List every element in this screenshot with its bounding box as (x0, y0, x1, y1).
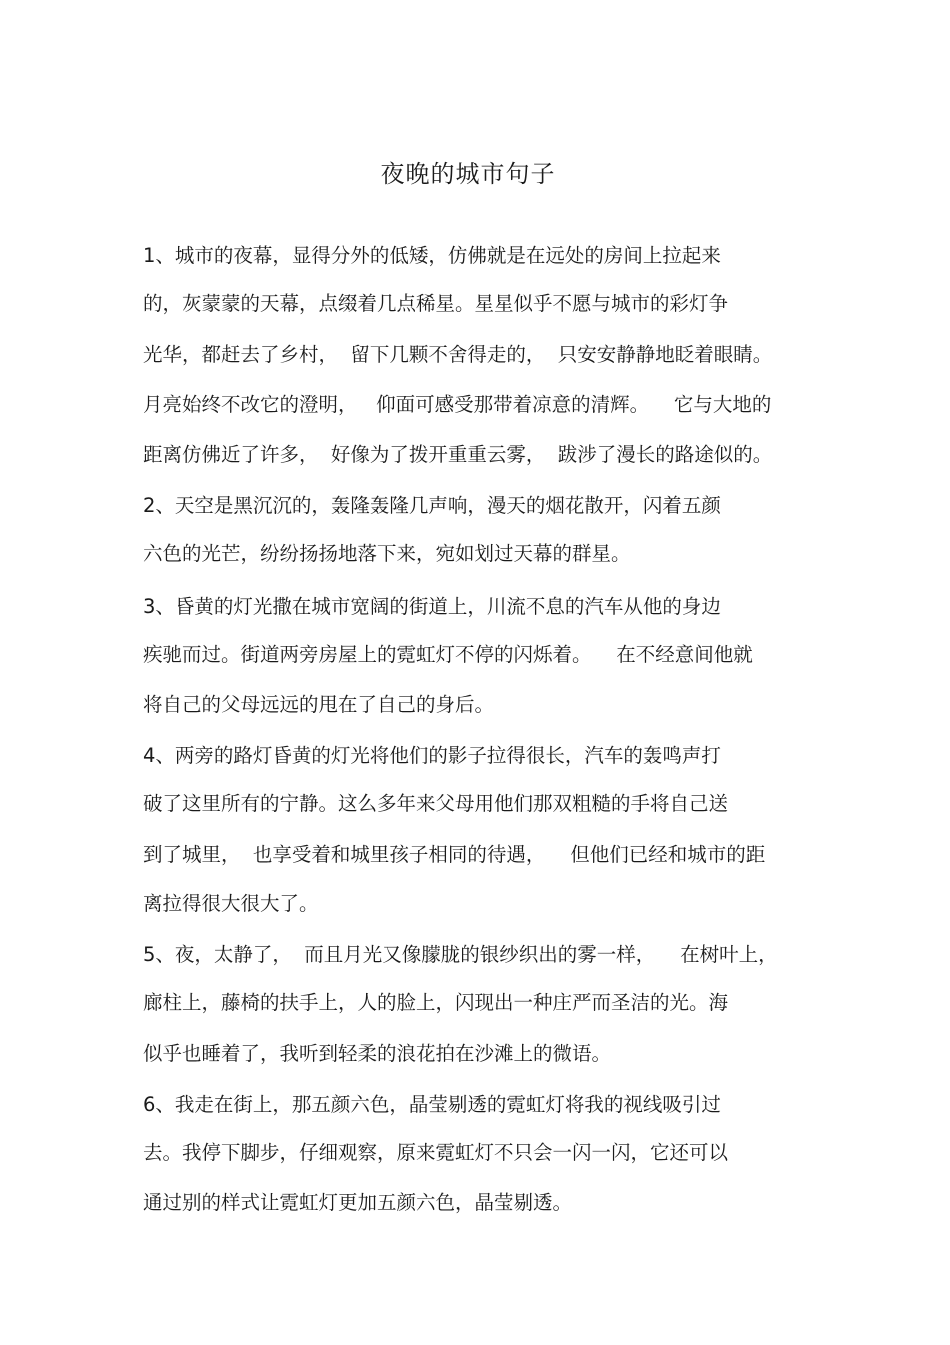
page-title: 夜晚的城市句子 (380, 160, 556, 188)
paragraph-line: 4、两旁的路灯昏黄的灯光将他们的影子拉得很长，汽车的轰鸣声打 (143, 744, 721, 767)
paragraph-line: 6、我走在街上，那五颜六色，晶莹剔透的霓虹灯将我的视线吸引过 (143, 1093, 721, 1116)
paragraph-line: 似乎也睡着了，我听到轻柔的浪花拍在沙滩上的微语。 (143, 1042, 612, 1065)
paragraph-line: 六色的光芒，纷纷扬扬地落下来，宛如划过天幕的群星。 (143, 542, 631, 565)
paragraph-line: 月亮始终不改它的澄明， 仰面可感受那带着凉意的清辉。 它与大地的 (143, 393, 772, 416)
paragraph-line: 离拉得很大很大了。 (143, 892, 319, 915)
paragraph-line: 3、昏黄的灯光撒在城市宽阔的街道上，川流不息的汽车从他的身边 (143, 595, 721, 618)
paragraph-line: 的，灰蒙蒙的天幕，点缀着几点稀星。星星似乎不愿与城市的彩灯争 (143, 292, 729, 315)
paragraph-line: 5、夜，太静了， 而且月光又像朦胧的银纱织出的雾一样， 在树叶上， (143, 943, 778, 966)
paragraph-line: 距离仿佛近了许多， 好像为了拨开重重云雾， 跋涉了漫长的路途似的。 (143, 443, 773, 466)
paragraph-line: 将自己的父母远远的甩在了自己的身后。 (143, 693, 495, 716)
paragraph-line: 破了这里所有的宁静。这么多年来父母用他们那双粗糙的手将自己送 (143, 792, 729, 815)
paragraph-line: 去。我停下脚步，仔细观察，原来霓虹灯不只会一闪一闪，它还可以 (143, 1141, 729, 1164)
paragraph-line: 疾驰而过。街道两旁房屋上的霓虹灯不停的闪烁着。 在不经意间他就 (143, 643, 753, 666)
paragraph-line: 1、城市的夜幕，显得分外的低矮，仿佛就是在远处的房间上拉起来 (143, 244, 721, 267)
paragraph-line: 通过别的样式让霓虹灯更加五颜六色，晶莹剔透。 (143, 1191, 573, 1214)
paragraph-line: 到了城里， 也享受着和城里孩子相同的待遇， 但他们已经和城市的距 (143, 843, 766, 866)
paragraph-line: 光华，都赶去了乡村， 留下几颗不舍得走的， 只安安静静地眨着眼睛。 (143, 343, 773, 366)
paragraph-line: 2、天空是黑沉沉的，轰隆轰隆几声响，漫天的烟花散开，闪着五颜 (143, 494, 721, 517)
paragraph-line: 廊柱上，藤椅的扶手上，人的脸上，闪现出一种庄严而圣洁的光。海 (143, 991, 729, 1014)
